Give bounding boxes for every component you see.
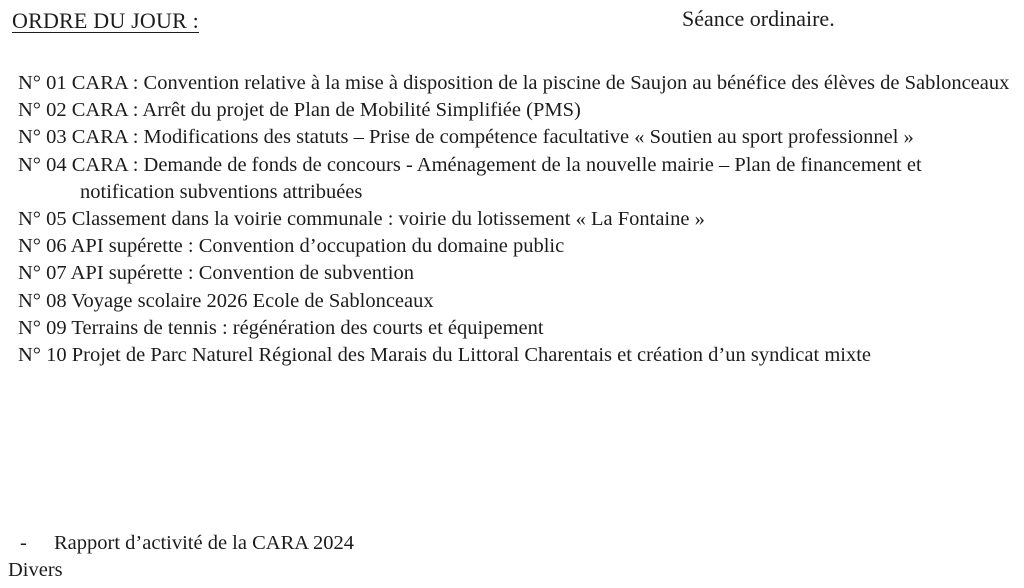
agenda-list <box>18 70 1018 369</box>
agenda-item-10: N° 10 Projet de Parc Naturel Régional des Marais du Littoral Charentais et création d’un syndicat mixte <box>18 344 872 367</box>
agenda-title: ORDRE DU JOUR : <box>12 8 199 33</box>
divers-label: Divers <box>8 559 63 581</box>
agenda-extra-item-text: Rapport d’activité de la CARA 2024 <box>54 532 355 554</box>
agenda-item-02: N° 02 CARA : Arrêt du projet de Plan de Mobilité Simplifiée (PMS) <box>18 99 581 122</box>
agenda-item-04: N° 04 CARA : Demande de fonds de concours - Aménagement de la nouvelle mairie – Plan de financement et notification subventions attribuées <box>18 153 922 203</box>
agenda-extra-item <box>20 530 354 557</box>
session-type: Séance ordinaire. <box>682 6 835 31</box>
agenda-item-09: N° 09 Terrains de tennis : régénération des courts et équipement <box>18 316 544 339</box>
agenda-item-07: N° 07 API supérette : Convention de subvention <box>18 262 414 285</box>
agenda-item-05: N° 05 Classement dans la voirie communale : voirie du lotissement « La Fontaine » <box>18 208 705 231</box>
agenda-item-06: N° 06 API supérette : Convention d’occupation du domaine public <box>18 235 565 258</box>
agenda-item-03: N° 03 CARA : Modifications des statuts – Prise de compétence facultative « Soutien au sport professionnel » <box>18 126 914 149</box>
dash-marker: - <box>20 532 27 554</box>
agenda-item-08: N° 08 Voyage scolaire 2026 Ecole de Sablonceaux <box>18 289 434 312</box>
agenda-item-01: N° 01 CARA : Convention relative à la mise à disposition de la piscine de Saujon au bénéfice des élèves de Sablonceaux <box>18 72 1010 94</box>
